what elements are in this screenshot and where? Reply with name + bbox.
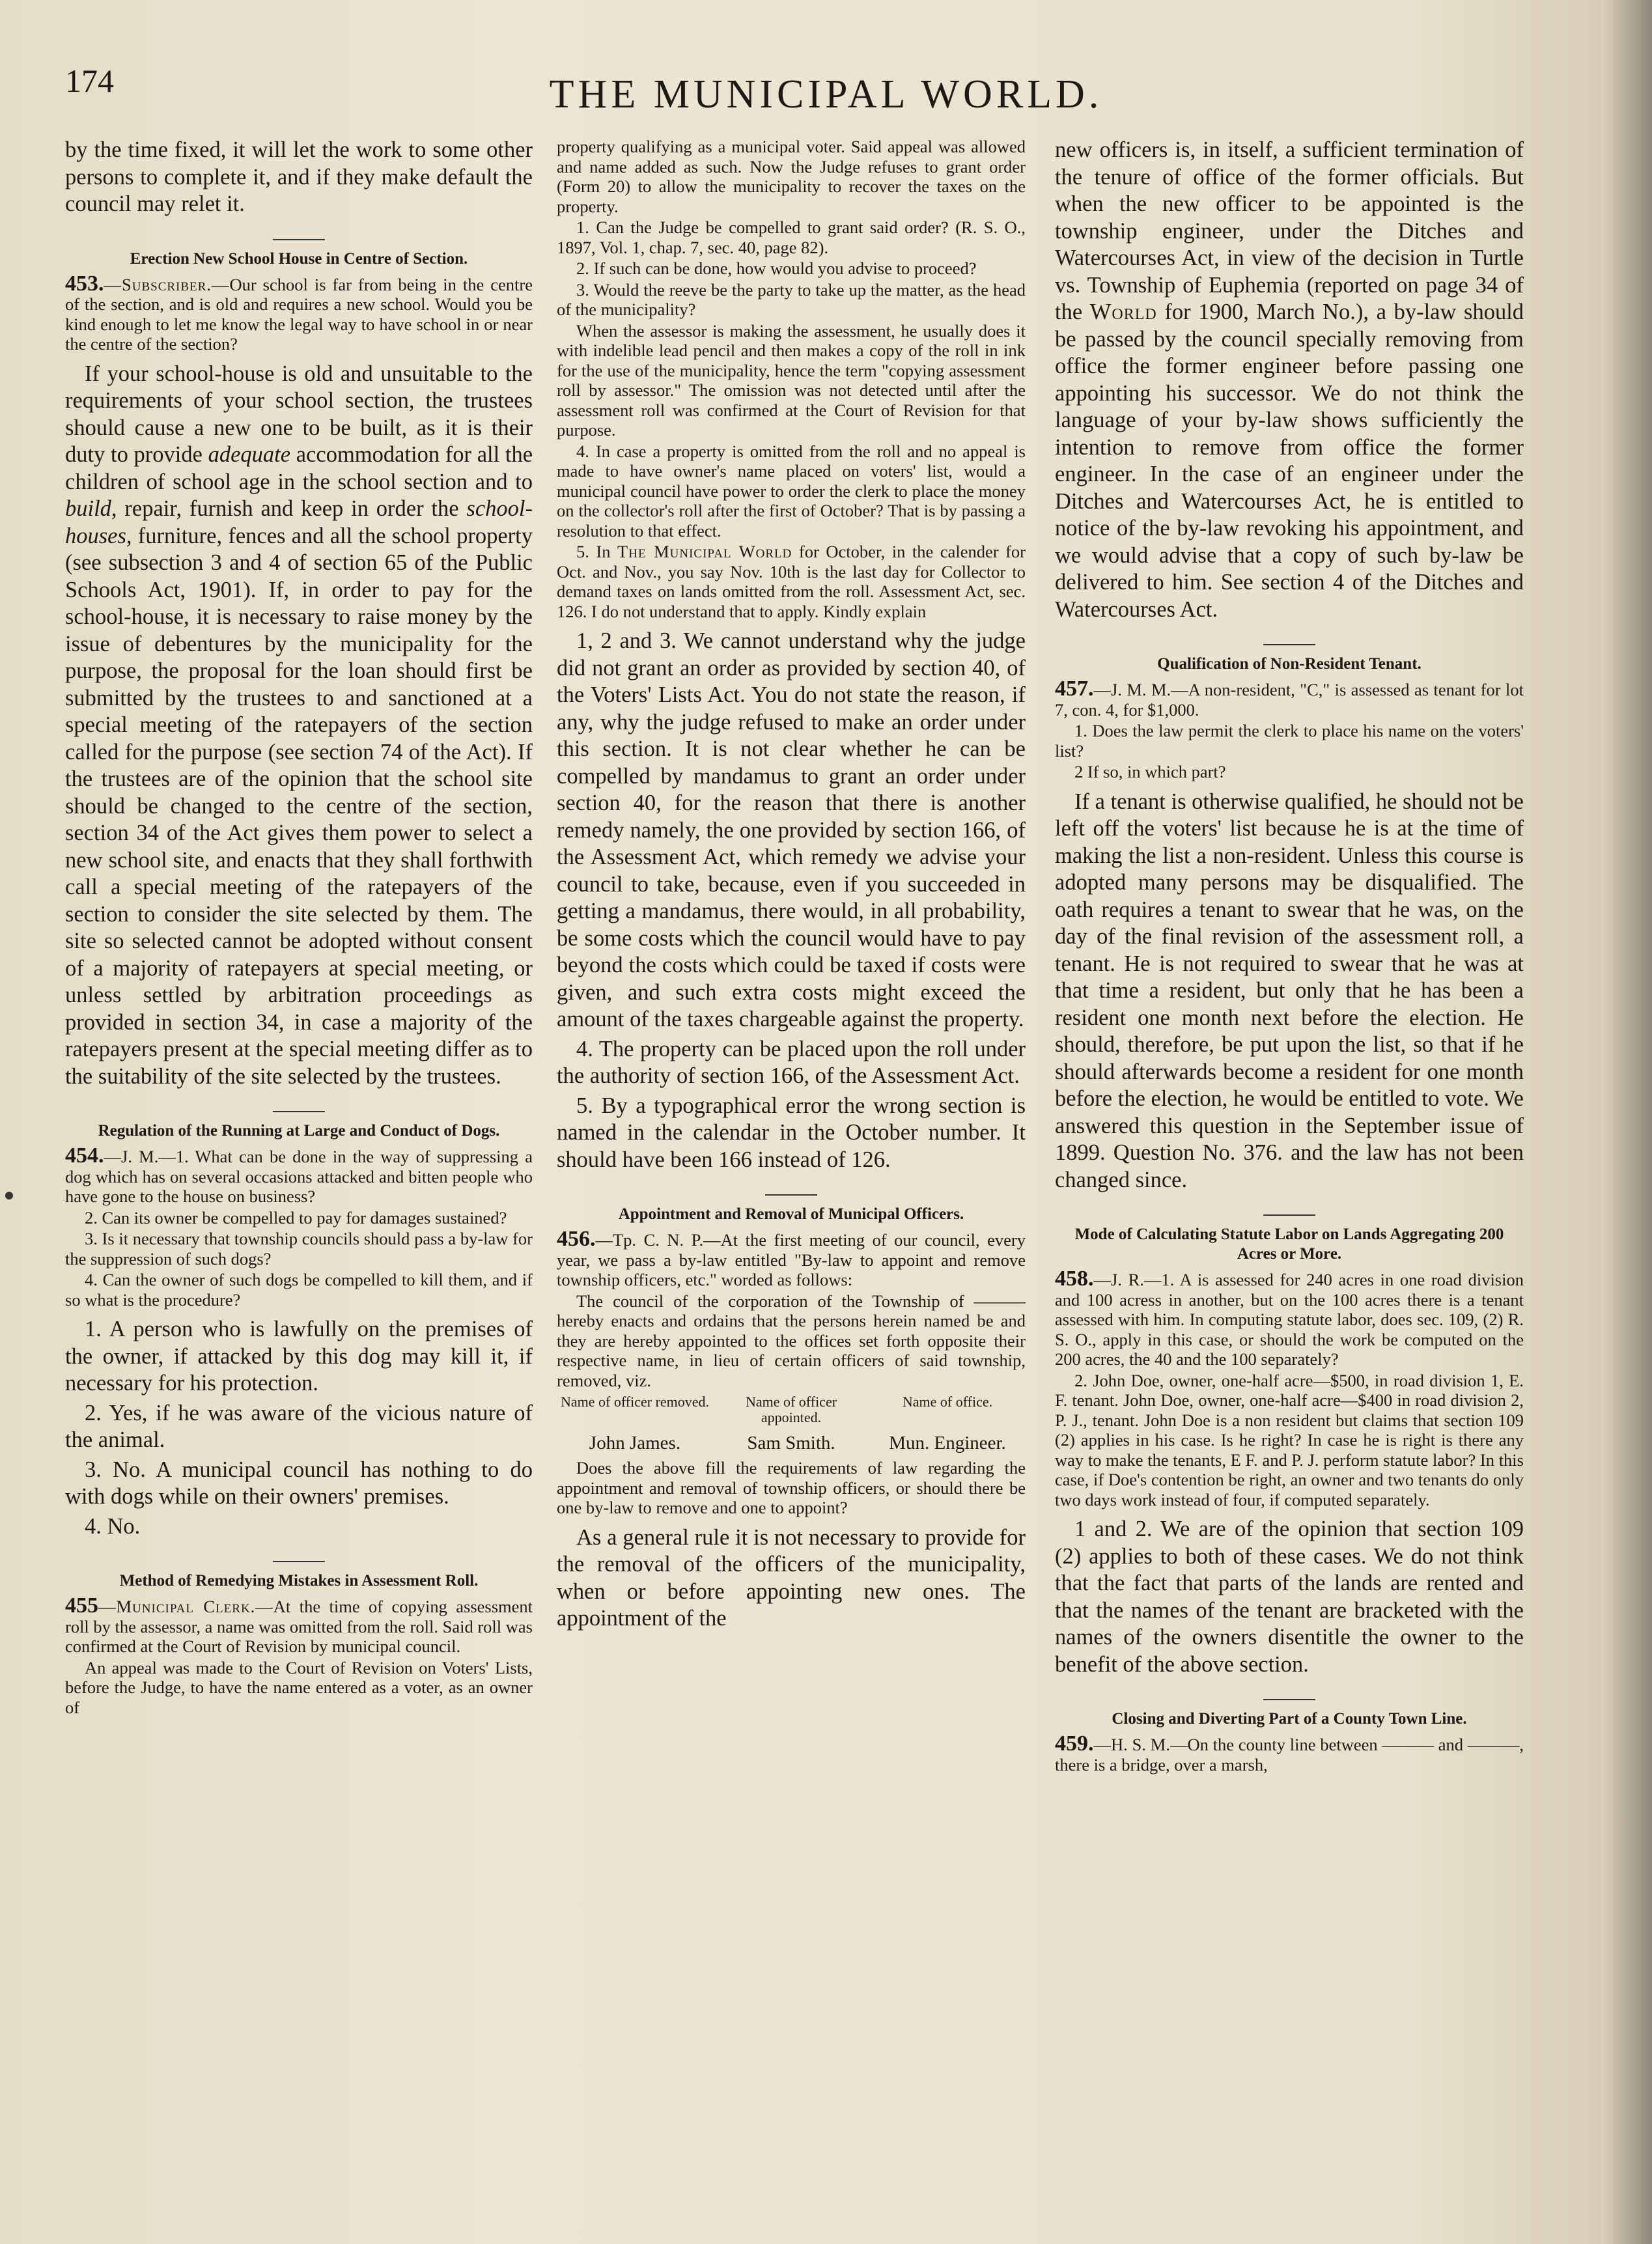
question-part: An appeal was made to the Court of Revision on Voters' Lists, before the Judge, to have the name entered as a voter, as an owner of [65,1657,533,1717]
column-3 [1055,137,1524,2201]
question-text: Our school is far from being in the centre of the section, and is old and requires a new school. Would you be kind enough to let me know the legal way to have school in or near the centre of the section? [65,274,533,354]
question-part: 2. John Doe, owner, one-half acre—$500, in road division 1, E. F. tenant. John Doe, owner, one-half acre—$400 in road division 2, P. J., tenant. John Doe is a non resident but claims that section 109 (2) applies in his case. Is he right? In case he is right is there any way to make the tenants, E F. and P. J. perform statute labor? In this case, if Doe's contention be right, an owner and two tenants do only two days work instead of four, if computed separately. [1055,1370,1524,1509]
paragraph: by the time fixed, it will let the work to some other persons to complete it, and if they make default the council may relet it. [65,137,533,216]
question-456 [557,1229,1026,1290]
question-author: —Municipal Clerk.— [98,1597,273,1616]
table-header-cell: Name of officer appointed. [745,1394,837,1425]
question-heading: Method of Remedying Mistakes in Assessment Roll. [119,1572,479,1590]
table-header-cell: Name of office. [902,1394,993,1410]
answer-part: 5. By a typographical error the wrong section is named in the calendar in the October number. It should have been 166 instead of 126. [557,1093,1026,1172]
question-text: At the time of copying assessment roll by the assessor, a name was omitted from the roll. Said roll was confirmed at the Court of Revision by municipal council. [65,1597,533,1656]
question-part: 2. Can its owner be compelled to pay for damages sustained? [85,1207,507,1227]
answer-part: 4. No. [85,1513,141,1539]
answer-part: 1, 2 and 3. We cannot understand why the judge did not grant an order as provided by section 40, of the Voters' Lists Act. You do not state the reason, if any, why the judge refused to make an order under this section. It is not clear whether he can be compelled by mandamus to grant an order under section 40, for the reason that there is another remedy namely, the one provided by section 166, of the Assessment Act, which remedy we advise your council to take, because, even if you succeeded in getting a mandamus, there would, in all probability, be some costs which the council would have to pay beyond the costs which could be taxed if costs were given, and such extra costs might exceed the amount of the taxes chargeable against the property. [557,628,1026,1031]
answer-part: 1 and 2. We are of the opinion that section 109 (2) applies to both of these cases. We do not think that the fact that parts of the lands are rented and that the names of the tenant are bracketed with the names of the owners disentitle the owner to the benefit of the above section. [1055,1517,1524,1677]
question-number: 454. [65,1143,104,1168]
question-part: 3. Is it necessary that township councils should pass a by-law for the suppression of such dogs? [65,1229,533,1269]
print-speck [5,1192,13,1199]
question-heading: Erection New School House in Centre of Section. [130,249,468,268]
section-rule [1263,1214,1315,1216]
question-author: —Tp. C. N. P.— [595,1230,721,1250]
question-author: —Subscriber.— [104,274,230,294]
table-cell: John James. [589,1433,681,1453]
question-text: 1. A is assessed for 240 acres in one road division and 100 acress in another, but on the 100 acres there is a tenant assessed with him. In computing statute labor, does sec. 109, (2) R. S. O., apply in this case, or should the work be computed on the 200 acres, the 40 and the 100 separately? [1055,1270,1524,1369]
section-rule [273,239,325,240]
question-number: 453. [65,271,104,296]
table-cell: Mun. Engineer. [889,1433,1006,1453]
officer-table-header [557,1394,1026,1425]
question-part: 2. If such can be done, how would you advise to proceed? [576,259,977,278]
table-cell: Sam Smith. [747,1433,835,1453]
question-number: 455 [65,1593,98,1618]
answer-part: As a general rule it is not necessary to provide for the removal of the officers of the municipality, when or before appointing new ones. The appointment of the [557,1524,1026,1631]
question-text: 1. What can be done in the way of suppressing a dog which has on several occasions attacked and bitten people who have gone to the house on business? [65,1147,533,1206]
question-heading: Closing and Diverting Part of a County Town Line. [1112,1710,1467,1728]
section-rule [1263,644,1315,645]
question-author: —H. S. M.— [1093,1735,1188,1754]
question-author: —J. R.— [1093,1270,1162,1289]
question-455 [65,1593,533,1657]
running-title: THE MUNICIPAL WORLD. [549,72,1103,117]
section-rule [765,1194,817,1196]
question-text: At the first meeting of our council, every year, we pass a by-law entitled "By-law to appoint and remove township officers, etc." worded as follows: [557,1230,1026,1289]
question-heading: Mode of Calculating Statute Labor on Lands Aggregating 200 Acres or More. [1074,1226,1504,1263]
page-number: 174 [65,63,114,99]
column-1 [65,137,533,2201]
answer-part: 2. Yes, if he was aware of the vicious nature of the animal. [65,1400,533,1452]
question-number: 458. [1055,1267,1094,1291]
column-2 [557,137,1026,2201]
question-part: Does the above fill the requirements of law regarding the appointment and removal of township officers, or should there be one by-law to remove and one to appoint? [557,1458,1026,1517]
section-rule [273,1561,325,1562]
question-text: A non-resident, "C," is assessed as tenant for lot 7, con. 4, for $1,000. [1055,680,1524,720]
question-453 [65,271,533,354]
question-continued: property qualifying as a municipal voter. Said appeal was allowed and name added as such. Now the Judge refuses to grant order (Form 20) to allow the municipality to recover the taxes on the property. [557,137,1026,216]
question-author: —J. M. M.— [1093,680,1188,699]
question-454 [65,1143,533,1207]
section-rule [273,1111,325,1112]
officer-table-row [557,1432,1026,1454]
question-458 [1055,1269,1524,1369]
question-457 [1055,679,1524,720]
question-part: When the assessor is making the assessment, he usually does it with indelible lead pencil and then makes a copy of the roll in ink for the use of the municipality, hence the term "copying assessment roll by assessor." The omission was not detected until after the assessment roll was confirmed at the Court of Revision for that purpose. [557,320,1026,440]
question-heading: Qualification of Non-Resident Tenant. [1157,655,1421,673]
question-text: On the county line between ——— and ———, there is a bridge, over a marsh, [1055,1735,1524,1774]
question-part: 2 If so, in which part? [1074,762,1226,781]
question-author: —J. M.— [104,1147,176,1166]
question-459 [1055,1734,1524,1774]
section-rule [1263,1699,1315,1700]
answer-453: If your school-house is old and unsuitable to the requirements of your school section, the trustees should cause a new one to be built, as it is their duty to provide adequate accommodation for all the children of school age in the school section and to build, repair, furnish and keep in order the school-houses, furniture, fences and all the school property (see subsection 3 and 4 of section 65 of the Public Schools Act, 1901). If, in order to pay for the school-house, it is necessary to raise money by the issue of debentures by the municipality for the purpose, the proposal for the loan should first be submitted by the trustees to and sanctioned at a special meeting of the ratepayers of the section called for the purpose (see section 74 of the Act). If the trustees are of the opinion that the school site should be changed to the centre of the section, section 34 of the Act gives them power to select a new school site, and enacts that they shall forthwith call a special meeting of the ratepayers of the section to consider the site selected by them. The site so selected cannot be adopted without consent of a majority of ratepayers at special meeting, or unless settled by arbitration proceedings as provided in section 34, in case a majority of the ratepayers present at the special meeting differ as to the suitability of the site selected by the trustees. [65,361,533,1089]
question-part: 3. Would the reeve be the party to take up the matter, as the head of the municipality? [557,279,1026,319]
question-number: 457. [1055,677,1094,701]
answer-part: If a tenant is otherwise qualified, he should not be left off the voters' list because he is at the time of making the list a non-resident. Unless this course is adopted many persons may be disqualified. The oath requires a tenant to swear that he was, on the day of the final revision of the assessment roll, a tenant. He is not required to swear that he was at that time a resident, but only that he has been a resident one month next before the election. He should, therefore, be put upon the list, so that if he should afterwards become a resident for one month before the election, he would be entitled to vote. We answered this question in the September issue of 1899. Question No. 376. and the law has not been changed since. [1055,789,1524,1192]
question-part: 4. Can the owner of such dogs be compelled to kill them, and if so what is the procedure? [65,1270,533,1310]
bylaw-form-text: The council of the corporation of the Township of ——— hereby enacts and ordains that the persons herein named be and they are hereby appointed to the offices set forth opposite their respective name, in lieu of certain officers of said township, removed, viz. [557,1291,1026,1390]
question-heading: Regulation of the Running at Large and Conduct of Dogs. [98,1122,500,1140]
answer-part: 3. No. A municipal council has nothing to do with dogs while on their owners' premises. [65,1457,533,1509]
question-part: 5. In The Municipal World for October, in the calender for Oct. and Nov., you say Nov. 10th is the last day for Collector to demand taxes on lands omitted from the roll. Assessment Act, sec. 126. I do not understand that to apply. Kindly explain [557,542,1026,621]
page-edge-shadow [1613,0,1652,2244]
question-part: 1. Can the Judge be compelled to grant said order? (R. S. O., 1897, Vol. 1, chap. 7, sec. 40, page 82). [557,217,1026,257]
question-number: 456. [557,1227,596,1251]
question-number: 459. [1055,1732,1094,1756]
question-heading: Appointment and Removal of Municipal Officers. [618,1205,964,1223]
question-part: 1. Does the law permit the clerk to place his name on the voters' list? [1055,721,1524,761]
answer-continued: new officers is, in itself, a sufficient termination of the tenure of office of the former officials. But when the new officer to be appointed is the township engineer, under the Ditches and Watercourses Act, in view of the decision in Turtle vs. Township of Euphemia (reported on page 34 of the World for 1900, March No.), a by-law should be passed by the council specially removing from office the former engineer before passing one appointing his successor. We do not think the language of your by-law shows sufficiently the intention to remove from office the former engineer. In the case of an engineer under the Ditches and Watercourses Act, he is entitled to notice of the by-law revoking his appointment, and we would advise that a copy of such by-law be delivered to him. See section 4 of the Ditches and Watercourses Act. [1055,137,1524,622]
table-header-cell: Name of officer removed. [560,1394,710,1410]
answer-part: 1. A person who is lawfully on the premises of the owner, if attacked by this dog may kill it, if necessary for his protection. [65,1317,533,1395]
answer-part: 4. The property can be placed upon the roll under the authority of section 166, of the Assessment Act. [557,1036,1026,1088]
question-part: 4. In case a property is omitted from the roll and no appeal is made to have owner's name placed on voters' list, would a municipal council have power to order the clerk to place the money on the collector's roll after the first of October? That is by passing a resolution to that effect. [557,441,1026,540]
